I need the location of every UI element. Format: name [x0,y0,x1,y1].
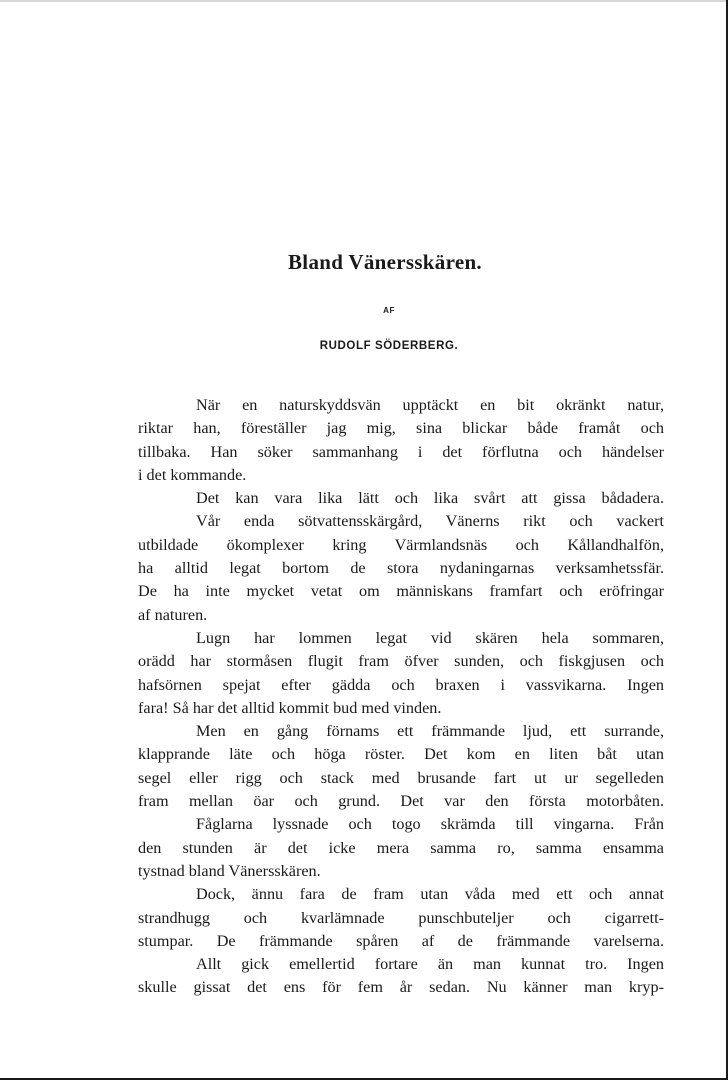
text-line: tillbaka. Han söker sammanhang i det förflutna och händelser [138,442,664,461]
text-line: riktar han, föreställer jag mig, sina blickar både framåt och [138,419,664,438]
text-line: hafsörnen spejat efter gädda och braxen i vassvikarna. Ingen [138,675,664,694]
text-line: fram mellan öar och grund. Det var den första motorbåten. [138,792,664,811]
text-line: Dock, ännu fara de fram utan våda med ett och annat [196,885,664,904]
text-line: segel eller rigg och stack med brusande fart ut ur segelleden [138,768,664,787]
text-line: Men en gång förnams ett främmande ljud, ett surrande, [196,722,664,741]
article-body [138,394,664,1000]
text-line: strandhugg och kvarlämnade punschbuteljer och cigarrett- [138,908,664,927]
article-title: Bland Vänersskären. [288,250,482,274]
text-line: Fåglarna lyssnade och togo skrämda till vingarna. Från [196,815,664,834]
text-line: tystnad bland Vänersskären. [138,861,321,880]
page-edge-top [0,0,728,2]
text-line: Vår enda sötvattensskärgård, Vänerns rikt och vackert [196,512,664,531]
text-line: När en naturskyddsvän upptäckt en bit okränkt natur, [196,396,664,414]
author-name: RUDOLF SÖDERBERG. [319,340,459,352]
text-line: Lugn har lommen legat vid skären hela sommaren, [196,628,664,647]
text-line: af naturen. [138,605,208,624]
text-line: skulle gissat det ens för fem år sedan. Nu känner man kryp- [138,978,664,997]
text-line: De ha inte mycket vetat om människans framfart och eröfringar [138,582,664,601]
text-line: orädd har stormåsen flugit fram öfver sunden, och fiskgjusen och [138,652,664,671]
text-line: i det kommande. [138,465,247,484]
text-line: ha alltid legat bortom de stora nydaningarnas verksamhetssfär. [138,559,664,578]
text-line: den stunden är det icke mera samma ro, samma ensamma [138,838,664,857]
text-line: stumpar. De främmande spåren af de främmande varelserna. [138,931,664,950]
byline-prefix: AF [383,306,395,315]
text-line: fara! Så har det alltid kommit bud med vinden. [138,698,442,717]
text-line: Allt gick emellertid fortare än man kunnat tro. Ingen [196,955,664,974]
text-line: Det kan vara lika lätt och lika svårt att gissa bådadera. [196,489,664,508]
text-line: klapprande läte och höga röster. Det kom en liten båt utan [138,745,664,764]
text-line: utbildade ökomplexer kring Värmlandsnäs och Kållandhalfön, [138,535,664,554]
